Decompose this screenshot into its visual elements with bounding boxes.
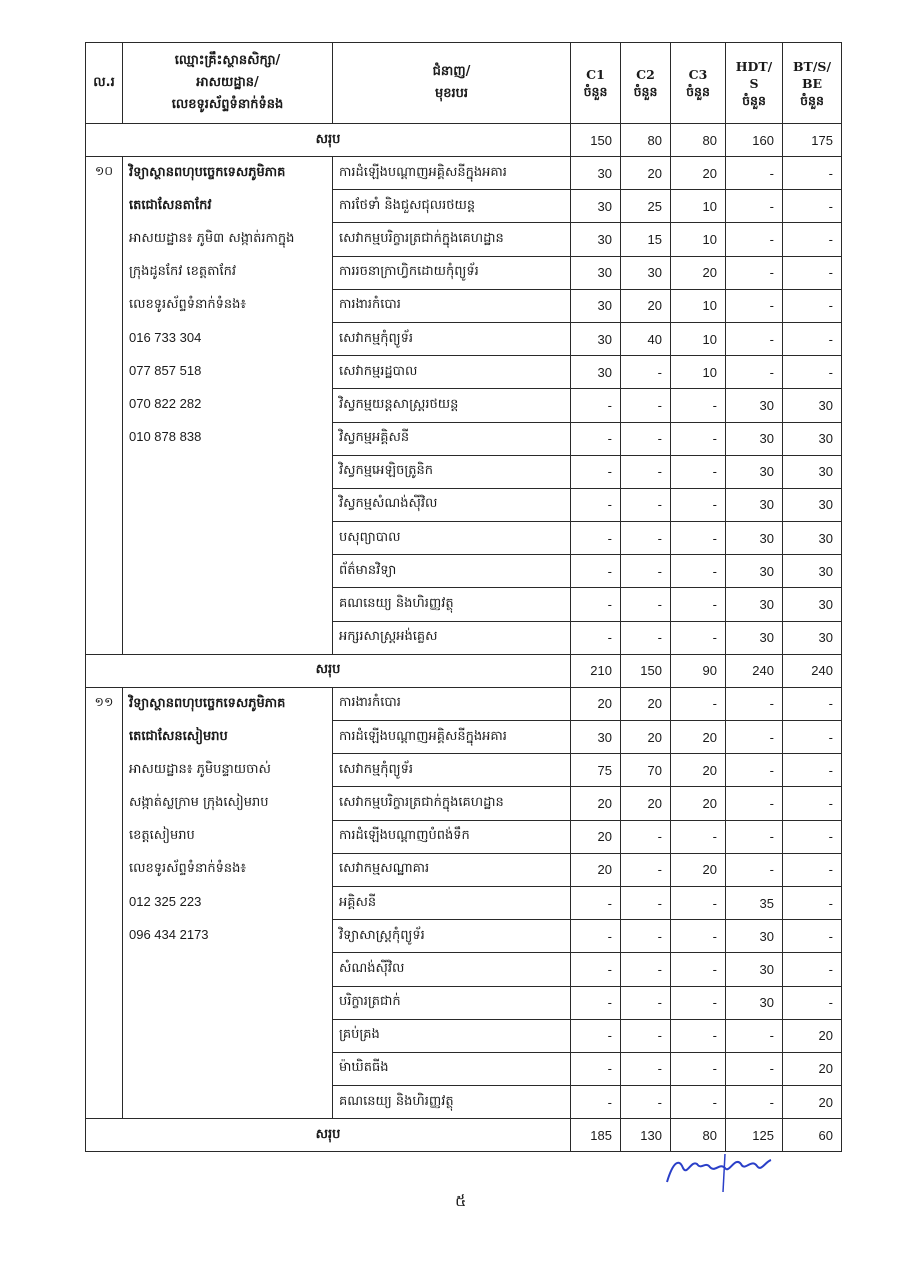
cell-c1: - <box>571 588 621 621</box>
cell-c3: - <box>671 522 726 555</box>
cell-bt: - <box>783 820 842 853</box>
program-name: គ្រប់គ្រង <box>333 1019 571 1052</box>
cell-c2: 30 <box>621 256 671 289</box>
cell-hdt: - <box>726 721 783 754</box>
cell-c2: 20 <box>621 787 671 820</box>
cell-c1: - <box>571 920 621 953</box>
header-institution-line: លេខទូរស័ព្ទទំនាក់ទំនង <box>171 97 284 112</box>
institution-number: ១០ <box>86 157 123 655</box>
cell-c1: 30 <box>571 190 621 223</box>
cell-hdt: - <box>726 289 783 322</box>
total-row <box>86 1119 842 1152</box>
header-bt-code: BT/S/ <box>792 58 832 74</box>
institution-info-line: លេខទូរស័ព្ទទំនាក់ទំនង៖ <box>129 297 247 312</box>
total-label: សរុប <box>86 124 571 157</box>
cell-c3: 10 <box>671 289 726 322</box>
enrollment-table <box>85 42 842 1152</box>
header-bt-count: ចំនួន <box>800 92 824 108</box>
phone-number: 012 325 223 <box>129 893 202 909</box>
cell-hdt: - <box>726 1019 783 1052</box>
header-c3-count: ចំនួន <box>686 84 710 99</box>
cell-hdt: - <box>726 820 783 853</box>
total-label: សរុប <box>86 1119 571 1152</box>
total-bt: 175 <box>783 124 842 157</box>
cell-c1: 20 <box>571 687 621 720</box>
total-c3: 80 <box>671 1119 726 1152</box>
cell-bt: - <box>783 356 842 389</box>
header-hdt <box>726 43 783 124</box>
cell-hdt: 30 <box>726 389 783 422</box>
total-c2: 80 <box>621 124 671 157</box>
cell-hdt: 30 <box>726 522 783 555</box>
cell-hdt: - <box>726 787 783 820</box>
cell-c3: - <box>671 1086 726 1119</box>
cell-c3: - <box>671 953 726 986</box>
program-name: បសុព្យាបាល <box>333 522 571 555</box>
cell-c1: 30 <box>571 256 621 289</box>
cell-c2: - <box>621 953 671 986</box>
cell-c1: 30 <box>571 289 621 322</box>
cell-bt: - <box>783 190 842 223</box>
institution-info-line: អាសយដ្ឋាន៖ ភូមិ៣ សង្កាត់រកាក្នុង <box>129 231 295 246</box>
cell-c1: - <box>571 488 621 521</box>
header-institution-line: ឈ្មោះគ្រឹះស្ថានសិក្សា/ <box>174 53 281 68</box>
cell-c2: - <box>621 1086 671 1119</box>
program-name: ម៉ាឃិតធីង <box>333 1052 571 1085</box>
institution-info-line: តេជោសែនតាកែវ <box>129 198 212 213</box>
phone-number: 077 857 518 <box>129 363 202 378</box>
institution-info <box>123 157 333 655</box>
institution-info-line: វិទ្យាស្ថានពហុបច្ចេកទេសភូមិភាគ <box>129 695 286 711</box>
program-name: សំណង់ស៊ីវិល <box>333 953 571 986</box>
cell-hdt: - <box>726 853 783 886</box>
cell-bt: - <box>783 223 842 256</box>
phone-number: 010 878 838 <box>129 429 202 444</box>
cell-c3: - <box>671 555 726 588</box>
program-name: ព័ត៌មានវិទ្យា <box>333 555 571 588</box>
cell-c1: 30 <box>571 223 621 256</box>
cell-hdt: 30 <box>726 555 783 588</box>
program-name: គណនេយ្យ និងហិរញ្ញវត្ថុ <box>333 1086 571 1119</box>
institution-info-line: លេខទូរស័ព្ទទំនាក់ទំនង៖ <box>129 860 247 876</box>
cell-bt: 30 <box>783 522 842 555</box>
total-bt: 60 <box>783 1119 842 1152</box>
cell-c3: 10 <box>671 190 726 223</box>
program-name: សេវាកម្មបរិក្ខារត្រជាក់ក្នុងគេហដ្ឋាន <box>333 223 571 256</box>
institution-info-line: សង្កាត់ស្លក្រាម ក្រុងសៀមរាប <box>129 794 269 810</box>
header-bt-code: BE <box>801 75 823 91</box>
cell-c1: - <box>571 621 621 654</box>
program-name: ការថែទាំ និងជួសជុលរថយន្ត <box>333 190 571 223</box>
total-label: សរុប <box>86 654 571 687</box>
cell-hdt: 30 <box>726 422 783 455</box>
header-hdt-code: HDT/ <box>735 58 773 74</box>
cell-c2: - <box>621 422 671 455</box>
institution-number: ១១ <box>86 687 123 1118</box>
cell-c2: 20 <box>621 721 671 754</box>
cell-c3: 20 <box>671 721 726 754</box>
total-c2: 150 <box>621 654 671 687</box>
cell-bt: - <box>783 787 842 820</box>
page-number: ៥ <box>455 1191 467 1210</box>
cell-c1: 20 <box>571 853 621 886</box>
table-row <box>86 157 842 190</box>
header-institution-line: អាសយដ្ឋាន/ <box>196 75 259 90</box>
cell-c2: - <box>621 1019 671 1052</box>
cell-c2: 40 <box>621 322 671 355</box>
header-c3-code: C3 <box>688 67 708 82</box>
cell-c1: - <box>571 953 621 986</box>
header-c1-count: ចំនួន <box>583 84 608 99</box>
program-name: ការដំឡើងបណ្តាញអគ្គិសនីក្នុងអគារ <box>333 157 571 190</box>
cell-c2: - <box>621 621 671 654</box>
header-hdt-count: ចំនួន <box>742 92 766 108</box>
header-institution <box>123 43 333 124</box>
cell-c1: - <box>571 522 621 555</box>
total-c3: 90 <box>671 654 726 687</box>
program-name: វិស្វកម្មអេឡិចត្រូនិក <box>333 455 571 488</box>
cell-c2: - <box>621 522 671 555</box>
total-bt: 240 <box>783 654 842 687</box>
program-name: ការងារកំបោរ <box>333 687 571 720</box>
cell-c2: 20 <box>621 289 671 322</box>
cell-c3: - <box>671 820 726 853</box>
cell-c3: - <box>671 920 726 953</box>
phone-number: 070 822 282 <box>129 396 202 411</box>
cell-c3: - <box>671 1019 726 1052</box>
cell-c2: - <box>621 555 671 588</box>
cell-c3: 20 <box>671 853 726 886</box>
signature <box>665 1152 785 1192</box>
cell-c3: - <box>671 886 726 919</box>
cell-hdt: 30 <box>726 455 783 488</box>
phone-number: 096 434 2173 <box>129 926 209 942</box>
cell-c2: - <box>621 488 671 521</box>
cell-bt: - <box>783 157 842 190</box>
program-name: សេវាកម្មកុំព្យូទ័រ <box>333 754 571 787</box>
cell-c2: - <box>621 853 671 886</box>
header-c2-count: ចំនួន <box>633 84 658 99</box>
cell-c1: - <box>571 1052 621 1085</box>
total-row <box>86 124 842 157</box>
cell-c2: 20 <box>621 157 671 190</box>
cell-bt: 30 <box>783 621 842 654</box>
institution-info <box>123 687 333 1118</box>
phone-number: 016 733 304 <box>129 330 202 345</box>
header-c3 <box>671 43 726 124</box>
program-name: សេវាកម្មសណ្ឋាគារ <box>333 853 571 886</box>
institution-info-line: តេជោសែនសៀមរាប <box>129 728 228 744</box>
cell-hdt: - <box>726 157 783 190</box>
cell-bt: 30 <box>783 389 842 422</box>
cell-c1: 20 <box>571 787 621 820</box>
institution-info-line: វិទ្យាស្ថានពហុបច្ចេកទេសភូមិភាគ <box>129 165 286 180</box>
cell-c2: 20 <box>621 687 671 720</box>
total-hdt: 160 <box>726 124 783 157</box>
cell-bt: - <box>783 953 842 986</box>
header-bt <box>783 43 842 124</box>
header-program-line: ជំនាញ/ <box>432 64 471 79</box>
institution-info-line: អាសយដ្ឋាន៖ ភូមិបន្ទាយចាស់ <box>129 761 271 777</box>
cell-bt: 20 <box>783 1086 842 1119</box>
program-name: វិស្វកម្មអគ្គិសនី <box>333 422 571 455</box>
cell-c3: - <box>671 488 726 521</box>
cell-c3: 10 <box>671 322 726 355</box>
cell-bt: - <box>783 754 842 787</box>
cell-c2: - <box>621 1052 671 1085</box>
cell-hdt: - <box>726 223 783 256</box>
cell-c2: 15 <box>621 223 671 256</box>
cell-c3: - <box>671 455 726 488</box>
cell-c2: 25 <box>621 190 671 223</box>
cell-c3: - <box>671 687 726 720</box>
cell-hdt: - <box>726 256 783 289</box>
header-c1 <box>571 43 621 124</box>
header-row <box>86 43 842 124</box>
cell-c3: 10 <box>671 356 726 389</box>
program-name: វិស្វកម្មសំណង់ស៊ីវិល <box>333 488 571 521</box>
cell-hdt: 30 <box>726 953 783 986</box>
cell-c3: - <box>671 588 726 621</box>
cell-c1: - <box>571 986 621 1019</box>
cell-c1: - <box>571 1019 621 1052</box>
cell-c2: - <box>621 886 671 919</box>
cell-hdt: 30 <box>726 621 783 654</box>
cell-c2: 70 <box>621 754 671 787</box>
header-no: ល.រ <box>86 43 123 124</box>
institution-info-line: ខេត្តសៀមរាប <box>129 827 195 843</box>
cell-c3: - <box>671 621 726 654</box>
cell-hdt: - <box>726 687 783 720</box>
cell-c3: - <box>671 986 726 1019</box>
cell-hdt: - <box>726 322 783 355</box>
cell-bt: - <box>783 920 842 953</box>
cell-c2: - <box>621 920 671 953</box>
cell-c2: - <box>621 356 671 389</box>
cell-c1: - <box>571 1086 621 1119</box>
header-hdt-code: S <box>749 75 759 91</box>
cell-hdt: 30 <box>726 920 783 953</box>
cell-hdt: 30 <box>726 986 783 1019</box>
program-name: ការរចនាក្រាហ្វិកដោយកុំព្យូទ័រ <box>333 256 571 289</box>
total-c3: 80 <box>671 124 726 157</box>
cell-hdt: - <box>726 1052 783 1085</box>
cell-c3: 20 <box>671 787 726 820</box>
total-hdt: 240 <box>726 654 783 687</box>
cell-c2: - <box>621 820 671 853</box>
cell-c2: - <box>621 588 671 621</box>
institution-info-line: ក្រុងដូនកែវ ខេត្តតាកែវ <box>129 264 237 279</box>
cell-bt: 30 <box>783 488 842 521</box>
program-name: គណនេយ្យ និងហិរញ្ញវត្ថុ <box>333 588 571 621</box>
cell-bt: - <box>783 721 842 754</box>
cell-hdt: - <box>726 754 783 787</box>
total-c1: 150 <box>571 124 621 157</box>
cell-hdt: 30 <box>726 488 783 521</box>
program-name: សេវាកម្មបរិក្ខារត្រជាក់ក្នុងគេហដ្ឋាន <box>333 787 571 820</box>
cell-c2: - <box>621 389 671 422</box>
cell-c3: 20 <box>671 157 726 190</box>
cell-c1: - <box>571 422 621 455</box>
total-hdt: 125 <box>726 1119 783 1152</box>
program-name: អគ្គិសនី <box>333 886 571 919</box>
cell-c2: - <box>621 455 671 488</box>
cell-bt: - <box>783 853 842 886</box>
cell-c1: - <box>571 555 621 588</box>
header-program <box>333 43 571 124</box>
program-name: ការដំឡើងបណ្តាញបំពង់ទឹក <box>333 820 571 853</box>
total-c1: 210 <box>571 654 621 687</box>
cell-c1: - <box>571 886 621 919</box>
cell-bt: - <box>783 322 842 355</box>
cell-hdt: 30 <box>726 588 783 621</box>
cell-c3: 10 <box>671 223 726 256</box>
cell-hdt: - <box>726 356 783 389</box>
header-c2-code: C2 <box>636 67 655 82</box>
program-name: អក្សរសាស្ត្រអង់គ្លេស <box>333 621 571 654</box>
program-name: វិទ្យាសាស្ត្រកុំព្យូទ័រ <box>333 920 571 953</box>
cell-bt: 30 <box>783 455 842 488</box>
total-row <box>86 654 842 687</box>
cell-c1: 30 <box>571 721 621 754</box>
cell-c3: - <box>671 1052 726 1085</box>
cell-bt: 30 <box>783 588 842 621</box>
cell-bt: - <box>783 289 842 322</box>
program-name: ការដំឡើងបណ្តាញអគ្គិសនីក្នុងអគារ <box>333 721 571 754</box>
program-name: វិស្វកម្មយន្តសាស្ត្ររថយន្ត <box>333 389 571 422</box>
cell-c1: - <box>571 455 621 488</box>
cell-bt: - <box>783 886 842 919</box>
cell-hdt: - <box>726 190 783 223</box>
cell-c1: - <box>571 389 621 422</box>
total-c2: 130 <box>621 1119 671 1152</box>
cell-c2: - <box>621 986 671 1019</box>
cell-c1: 20 <box>571 820 621 853</box>
cell-c3: - <box>671 422 726 455</box>
cell-bt: 20 <box>783 1019 842 1052</box>
cell-c3: 20 <box>671 754 726 787</box>
cell-bt: - <box>783 256 842 289</box>
header-program-line: មុខរបរ <box>434 86 468 101</box>
total-c1: 185 <box>571 1119 621 1152</box>
table-row <box>86 687 842 720</box>
program-name: សេវាកម្មរដ្ឋបាល <box>333 356 571 389</box>
cell-bt: 30 <box>783 555 842 588</box>
cell-c1: 75 <box>571 754 621 787</box>
cell-bt: - <box>783 986 842 1019</box>
cell-hdt: 35 <box>726 886 783 919</box>
header-c2 <box>621 43 671 124</box>
program-name: សេវាកម្មកុំព្យូទ័រ <box>333 322 571 355</box>
program-name: ការងារកំបោរ <box>333 289 571 322</box>
cell-c1: 30 <box>571 356 621 389</box>
cell-c3: 20 <box>671 256 726 289</box>
cell-bt: - <box>783 687 842 720</box>
program-name: បរិក្ខារត្រជាក់ <box>333 986 571 1019</box>
cell-bt: 20 <box>783 1052 842 1085</box>
cell-c1: 30 <box>571 157 621 190</box>
header-c1-code: C1 <box>586 67 605 82</box>
cell-bt: 30 <box>783 422 842 455</box>
cell-c1: 30 <box>571 322 621 355</box>
cell-hdt: - <box>726 1086 783 1119</box>
cell-c3: - <box>671 389 726 422</box>
